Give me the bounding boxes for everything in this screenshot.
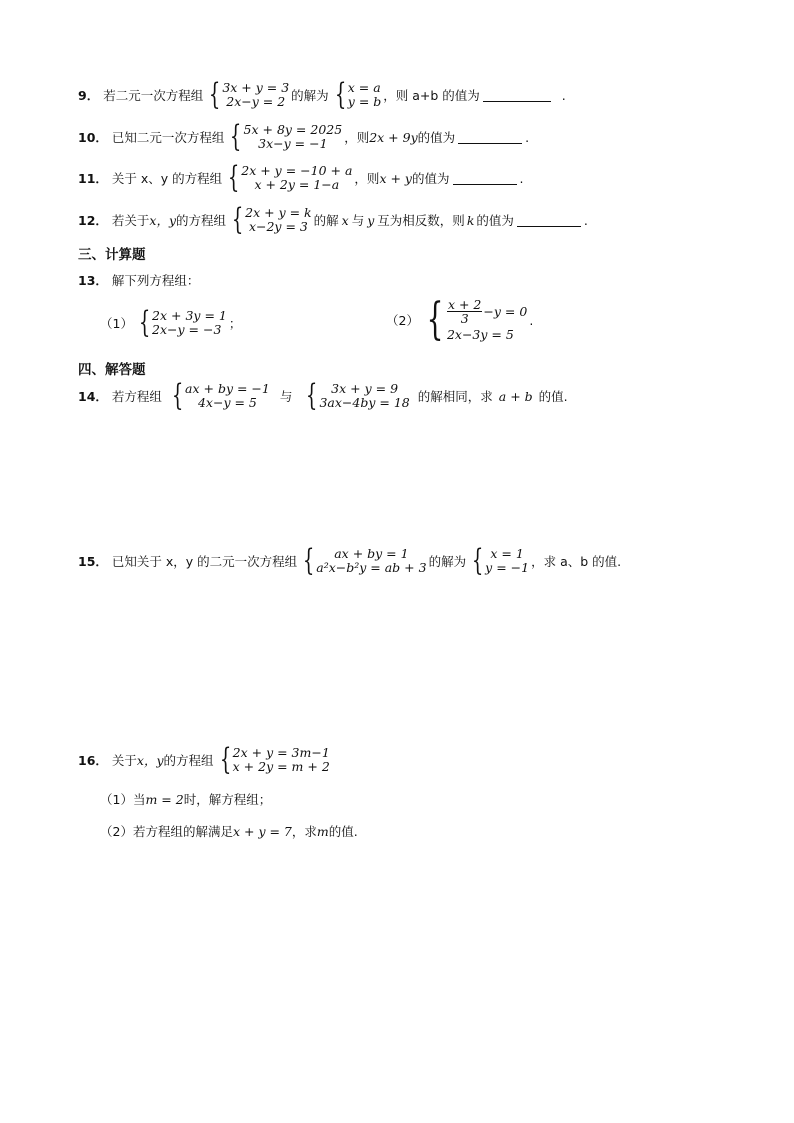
variable: x bbox=[341, 212, 349, 228]
section-heading-calculation: 三、计算题 bbox=[78, 247, 146, 263]
question-number: 12． bbox=[78, 213, 108, 228]
equation: 2x−y = −3 bbox=[152, 322, 222, 337]
period: . bbox=[519, 170, 524, 186]
part-text: ，求 bbox=[291, 824, 317, 839]
period: . bbox=[583, 212, 588, 228]
variable: x，y bbox=[149, 213, 177, 228]
equation-system bbox=[302, 378, 410, 413]
equation: y = b bbox=[347, 94, 382, 109]
equation: ax + by = 1 bbox=[334, 546, 409, 561]
question-text: 的方程组 bbox=[163, 753, 214, 768]
equation: x + 2y = 1−a bbox=[254, 177, 340, 192]
question-text: 的方程组 bbox=[176, 213, 227, 228]
part-text: 的值. bbox=[328, 824, 358, 839]
expression: x + y bbox=[379, 170, 412, 186]
question-number: 14． bbox=[78, 389, 108, 404]
equation-system bbox=[205, 77, 290, 112]
question-number: 10． bbox=[78, 130, 108, 145]
equation-system bbox=[228, 202, 312, 237]
question-text: 互为相反数，则 bbox=[377, 213, 465, 228]
variable: k bbox=[466, 212, 475, 228]
question-16 bbox=[78, 742, 332, 777]
part-text: （1）当 bbox=[100, 792, 146, 807]
equation-system bbox=[216, 742, 330, 777]
question-text: 与 bbox=[351, 213, 365, 228]
question-text: 若方程组 bbox=[111, 389, 162, 404]
equation: 4x−y = 5 bbox=[197, 395, 257, 410]
equation-system bbox=[135, 305, 227, 340]
equation: 2x−3y = 5 bbox=[446, 327, 514, 342]
question-text: ，则 bbox=[354, 171, 380, 186]
question-text: 的值为 bbox=[417, 130, 456, 145]
question-text: 的解为 bbox=[428, 554, 467, 569]
question-10 bbox=[78, 119, 530, 154]
variable: m bbox=[316, 823, 329, 839]
question-12 bbox=[78, 202, 588, 237]
part-text: （2）若方程组的解满足 bbox=[100, 824, 233, 839]
question-text: 已知关于 x，y 的二元一次方程组 bbox=[111, 554, 298, 569]
answer-blank[interactable] bbox=[483, 89, 551, 102]
solution-system bbox=[468, 543, 530, 578]
equation-system bbox=[224, 160, 353, 195]
equation: 2x + 3y = 1 bbox=[152, 308, 227, 323]
part-label: （1） bbox=[100, 316, 133, 331]
question-15 bbox=[78, 543, 622, 578]
answer-blank[interactable] bbox=[458, 131, 522, 144]
question-text: 与 bbox=[279, 389, 293, 404]
brace-icon: { bbox=[334, 77, 346, 112]
question-text: 关于 x、y 的方程组 bbox=[111, 171, 223, 186]
answer-blank[interactable] bbox=[517, 214, 581, 227]
brace-icon: { bbox=[471, 543, 484, 578]
question-text: 的值. bbox=[538, 389, 568, 404]
equation: 3x + y = 9 bbox=[331, 381, 399, 396]
punctuation: ； bbox=[228, 316, 242, 331]
brace-icon: { bbox=[230, 119, 242, 154]
equation: 3ax−4by = 18 bbox=[319, 395, 410, 410]
equation: 2x−y = 2 bbox=[226, 94, 286, 109]
equation: a²x−b²y = ab + 3 bbox=[316, 560, 427, 575]
part-text: 时，解方程组； bbox=[183, 792, 272, 807]
expression: a + b bbox=[498, 388, 533, 404]
equation: 2x + y = k bbox=[245, 205, 312, 220]
brace-icon: { bbox=[209, 77, 221, 112]
solution-system bbox=[331, 77, 382, 112]
expression: x + y = 7 bbox=[232, 823, 292, 839]
brace-icon: { bbox=[227, 160, 240, 195]
question-number: 13． bbox=[78, 273, 108, 288]
question-text: 的解相同，求 bbox=[417, 389, 493, 404]
question-number: 9． bbox=[78, 88, 100, 103]
equation-system bbox=[226, 119, 343, 154]
variable: y bbox=[367, 212, 375, 228]
question-16-part-2 bbox=[100, 822, 358, 840]
brace-icon: { bbox=[171, 378, 184, 413]
question-text: 解下列方程组： bbox=[111, 273, 200, 288]
question-text: 的值为 bbox=[411, 171, 450, 186]
equation: y = −1 bbox=[485, 560, 530, 575]
equation-system bbox=[168, 378, 270, 413]
fraction-denominator: 3 bbox=[460, 311, 469, 326]
equation: ax + by = −1 bbox=[185, 381, 270, 396]
punctuation: . bbox=[529, 312, 534, 328]
answer-blank[interactable] bbox=[453, 172, 517, 185]
equation-system bbox=[421, 294, 528, 345]
question-13-part-1 bbox=[100, 305, 242, 340]
question-14 bbox=[78, 378, 568, 413]
brace-icon: { bbox=[231, 202, 244, 237]
section-heading-answer: 四、解答题 bbox=[78, 362, 146, 378]
equation: 5x + 8y = 2025 bbox=[243, 122, 343, 137]
part-label: （2） bbox=[386, 313, 419, 328]
brace-icon: { bbox=[219, 742, 231, 777]
question-16-part-1 bbox=[100, 790, 271, 808]
question-text: 关于 bbox=[111, 753, 137, 768]
question-11 bbox=[78, 160, 524, 195]
question-text: ，则 a+b 的值为 bbox=[383, 88, 480, 103]
question-number: 11． bbox=[78, 171, 108, 186]
fraction-numerator: x + 2 bbox=[447, 297, 482, 312]
equation: x−2y = 3 bbox=[248, 219, 308, 234]
question-text: 已知二元一次方程组 bbox=[111, 130, 225, 145]
question-text: ，则 bbox=[344, 130, 370, 145]
question-text: ，求 a、b 的值. bbox=[531, 554, 622, 569]
fraction bbox=[447, 298, 482, 325]
brace-icon: { bbox=[306, 378, 318, 413]
period: . bbox=[525, 129, 530, 145]
question-13 bbox=[78, 271, 199, 289]
equation-system bbox=[299, 543, 427, 578]
equation: x = 1 bbox=[490, 546, 524, 561]
equation: 2x + y = 3m−1 bbox=[232, 745, 330, 760]
brace-icon: { bbox=[426, 294, 444, 345]
question-text: 的解为 bbox=[291, 88, 329, 103]
question-text: 的解 bbox=[313, 213, 339, 228]
equation: 3x−y = −1 bbox=[258, 136, 328, 151]
question-number: 15． bbox=[78, 554, 108, 569]
question-9 bbox=[78, 77, 566, 112]
equation: 2x + y = −10 + a bbox=[241, 163, 353, 178]
equation: x + 2y = m + 2 bbox=[232, 759, 330, 774]
variable: x，y bbox=[136, 753, 164, 768]
question-text: 的值为 bbox=[476, 213, 514, 228]
question-text: 若二元一次方程组 bbox=[103, 88, 204, 103]
expression: 2x + 9y bbox=[369, 129, 418, 145]
question-text: 若关于 bbox=[111, 213, 150, 228]
question-13-part-2 bbox=[386, 294, 534, 345]
equation: x = a bbox=[347, 80, 381, 95]
question-number: 16． bbox=[78, 753, 108, 768]
equation: 3x + y = 3 bbox=[222, 80, 290, 95]
equation: −y = 0 bbox=[483, 304, 528, 319]
brace-icon: { bbox=[138, 305, 151, 340]
period: . bbox=[561, 87, 566, 103]
expression: m = 2 bbox=[145, 791, 184, 807]
brace-icon: { bbox=[302, 543, 315, 578]
